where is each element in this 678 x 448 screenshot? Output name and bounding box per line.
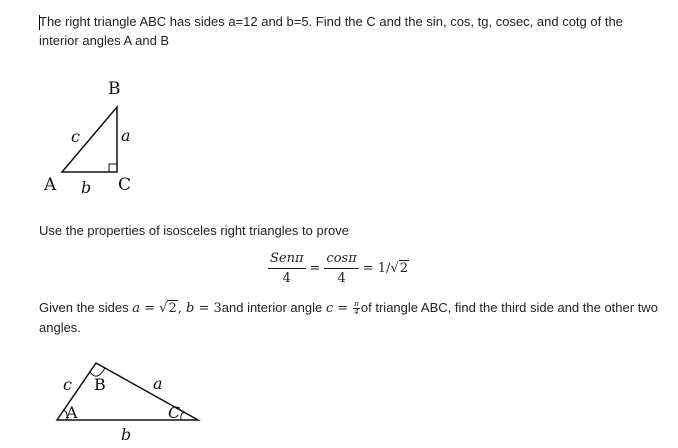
- sin-denominator: 4: [282, 270, 291, 286]
- result-prefix: = 1/: [362, 260, 391, 276]
- sqrt-symbol: √: [159, 301, 168, 316]
- var-b: b: [186, 301, 195, 316]
- angle-c-arc: [181, 413, 186, 420]
- vertex-c-label: C: [168, 403, 181, 422]
- side-b-label: b: [81, 178, 92, 197]
- side-c-label: c: [71, 127, 80, 146]
- comma: ,: [177, 301, 186, 316]
- problem-1-text: The right triangle ABC has sides a=12 and b=5. Find the C and the sin, cos, tg, cosec, and cotg of the interior angles A and B: [39, 14, 623, 48]
- p3-intro: Given the sides: [39, 300, 133, 315]
- vertex-c-label: C: [118, 175, 132, 195]
- equals-sign: =: [309, 260, 321, 276]
- p3-middle: and interior angle: [221, 300, 326, 315]
- problem-2-text: Use the properties of isosceles right triangles to prove: [39, 223, 349, 238]
- sin-numerator: Senπ: [268, 251, 306, 269]
- eq-c: =: [333, 301, 353, 316]
- vertex-a-label: A: [44, 175, 57, 195]
- side-a-label: a: [153, 374, 163, 393]
- eq-a: =: [139, 301, 160, 316]
- radicand: 2: [168, 301, 177, 316]
- pi-denominator: 4: [354, 308, 359, 317]
- side-a-label: a: [121, 126, 131, 145]
- side-b-label: b: [121, 425, 132, 444]
- sqrt-symbol: √: [390, 260, 399, 276]
- p3-tail: of triangle ABC, find the third side and the other two angles.: [39, 300, 658, 335]
- vertex-b-label: B: [94, 375, 106, 394]
- cos-denominator: 4: [337, 270, 346, 286]
- var-a: a: [132, 301, 140, 316]
- var-c: c: [325, 301, 334, 316]
- eq-b: = 3: [194, 301, 222, 316]
- vertex-a-label: A: [66, 403, 78, 422]
- radicand: 2: [399, 261, 409, 276]
- side-c-label: c: [63, 375, 72, 394]
- vertex-b-label: B: [108, 79, 121, 99]
- pi-numerator: π: [354, 300, 359, 309]
- cos-numerator: cosπ: [324, 251, 358, 269]
